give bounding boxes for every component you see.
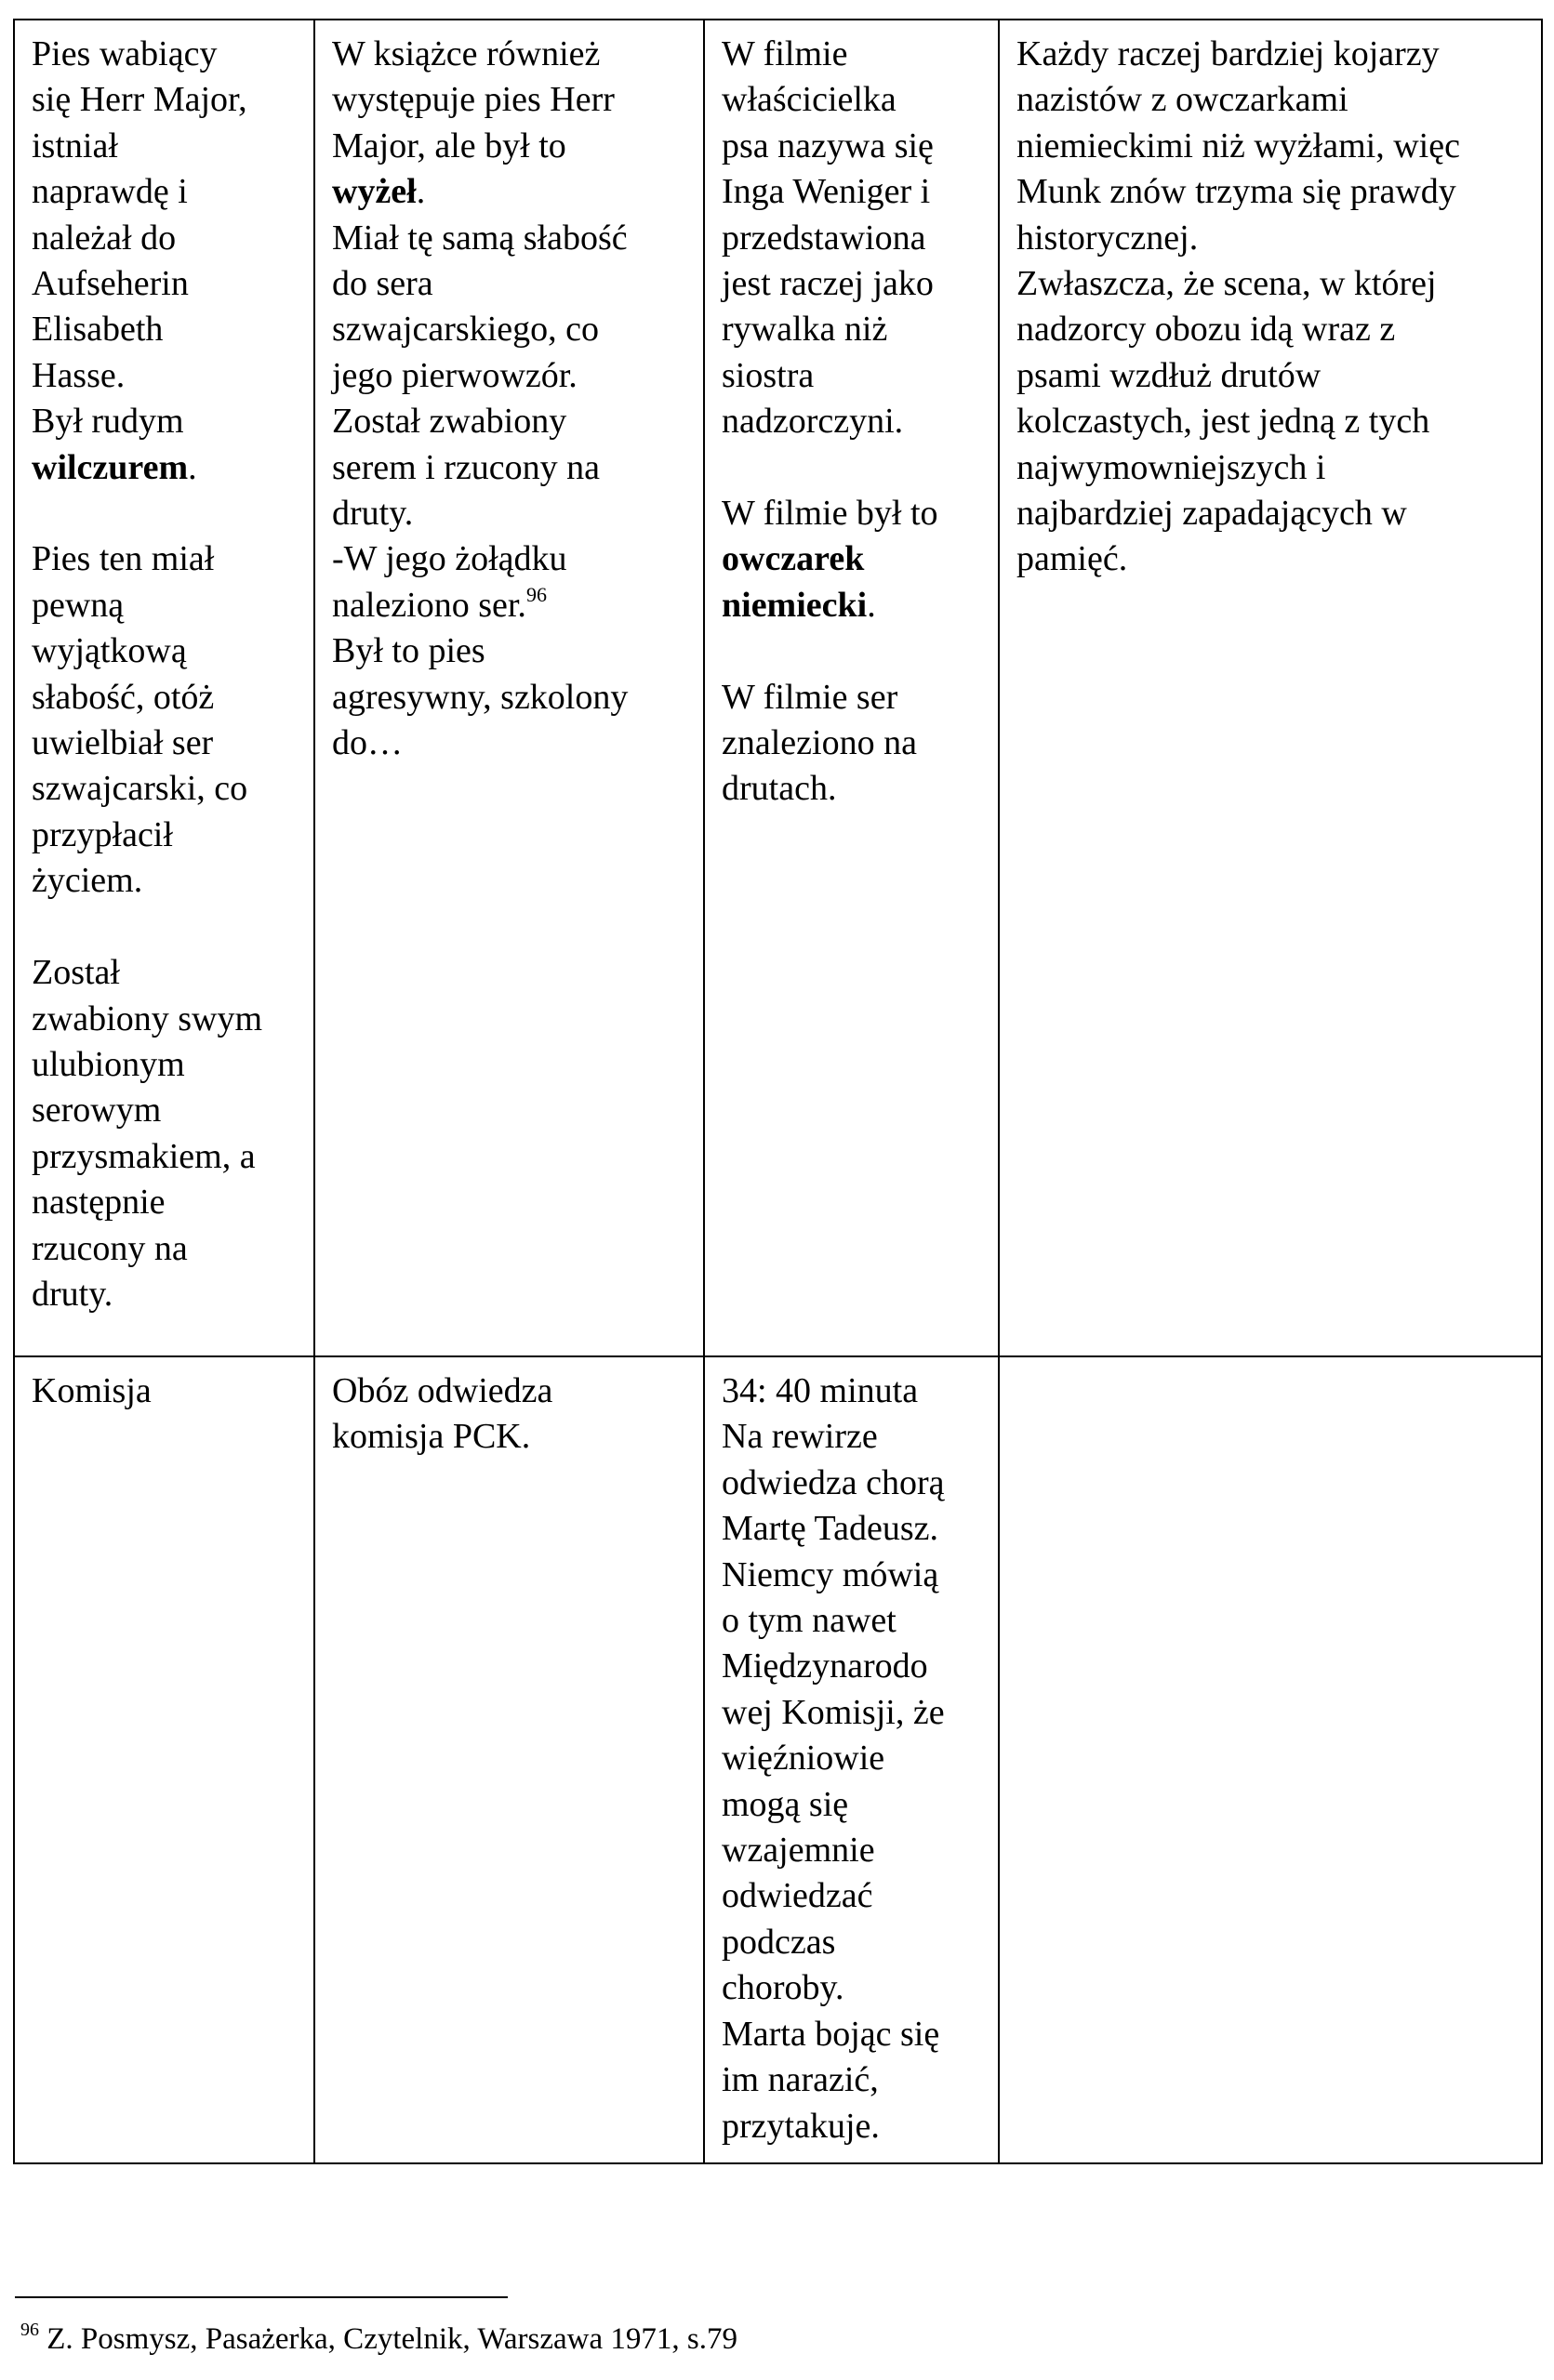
cell-commentary bbox=[999, 20, 1542, 1356]
text-line bbox=[1016, 491, 1532, 536]
text-line bbox=[1016, 124, 1532, 169]
line-text: kolczastych, jest jedną z tych bbox=[1016, 402, 1430, 442]
line-text: niemieckimi niż wyżłami, więc bbox=[1016, 126, 1460, 165]
text-line bbox=[722, 1506, 989, 1552]
line-text: Miał tę samą słabość bbox=[332, 218, 628, 258]
line-text: Każdy raczej bardziej kojarzy bbox=[1016, 34, 1440, 73]
paragraph-gap bbox=[32, 491, 304, 536]
text-line bbox=[32, 950, 304, 996]
line-text: Hasse. bbox=[32, 355, 126, 395]
line-text: -W jego żołądku bbox=[332, 539, 567, 579]
text-line bbox=[1016, 307, 1532, 352]
line-text: najwymowniejszych i bbox=[1016, 447, 1326, 487]
line-text: do… bbox=[332, 723, 403, 763]
text-line bbox=[32, 766, 304, 812]
line-text: W filmie był to bbox=[722, 494, 938, 534]
line-text: nalezionо ser. bbox=[332, 585, 526, 625]
line-text: Elisabeth bbox=[32, 310, 164, 350]
text-line bbox=[722, 1873, 989, 1919]
line-text: komisja PCK. bbox=[332, 1417, 531, 1457]
line-text: Inga Weniger i bbox=[722, 172, 931, 212]
line-text: mogą się bbox=[722, 1784, 849, 1824]
text-line bbox=[32, 1272, 304, 1317]
line-text: przysmakiem, a bbox=[32, 1136, 256, 1176]
line-text: zwabiony swym bbox=[32, 998, 263, 1038]
line-text: Zwłaszcza, że scena, w której bbox=[1016, 264, 1437, 304]
line-text: W filmie ser bbox=[722, 677, 898, 717]
line-text: jego pierwowzór. bbox=[332, 355, 578, 395]
line-text: Pies ten miał bbox=[32, 539, 215, 579]
text-line bbox=[722, 1461, 989, 1506]
text-line bbox=[32, 353, 304, 399]
text-line bbox=[722, 353, 989, 399]
cell-film bbox=[704, 20, 999, 1356]
line-text: rzucony na bbox=[32, 1228, 188, 1268]
text-line bbox=[722, 77, 989, 123]
line-text: najbardziej zapadających w bbox=[1016, 494, 1407, 534]
line-text: nazistów z owczarkami bbox=[1016, 80, 1348, 120]
footnote-number: 96 bbox=[20, 2320, 39, 2340]
text-line bbox=[32, 77, 304, 123]
line-text: . bbox=[416, 172, 426, 212]
text-line bbox=[32, 628, 304, 674]
line-text: pamięć. bbox=[1016, 539, 1128, 579]
text-line bbox=[32, 307, 304, 352]
text-line bbox=[332, 77, 694, 123]
bold-term: owczarek bbox=[722, 539, 865, 579]
paragraph-gap bbox=[722, 628, 989, 674]
line-text: Komisja bbox=[32, 1371, 152, 1410]
line-text: druty. bbox=[332, 494, 414, 534]
text-line bbox=[332, 491, 694, 536]
line-text: następnie bbox=[32, 1183, 166, 1223]
text-line bbox=[722, 261, 989, 307]
text-line bbox=[32, 997, 304, 1042]
paragraph-gap bbox=[32, 905, 304, 950]
line-text: druty. bbox=[32, 1274, 113, 1314]
line-text: Został zwabiony bbox=[332, 402, 567, 442]
line-text: nadzorcy obozu idą wraz z bbox=[1016, 310, 1396, 350]
text-line bbox=[32, 1368, 304, 1414]
footnote-separator bbox=[15, 2296, 508, 2298]
line-text: agresywny, szkolony bbox=[332, 677, 629, 717]
text-line bbox=[332, 1368, 694, 1414]
line-text: się Herr Major, bbox=[32, 80, 247, 120]
line-text: drutach. bbox=[722, 769, 837, 809]
text-line bbox=[32, 124, 304, 169]
line-text: Był rudym bbox=[32, 402, 184, 442]
text-line bbox=[722, 1368, 989, 1414]
text-line bbox=[332, 216, 694, 261]
text-line bbox=[1016, 216, 1532, 261]
line-text: należał do bbox=[32, 218, 177, 258]
footnote bbox=[20, 2320, 737, 2358]
text-line bbox=[722, 721, 989, 766]
text-line bbox=[722, 32, 989, 77]
line-text: W filmie bbox=[722, 34, 848, 73]
line-text: odwiedzać bbox=[722, 1876, 873, 1916]
line-text: do sera bbox=[332, 264, 433, 304]
text-line bbox=[32, 261, 304, 307]
text-line bbox=[722, 1598, 989, 1644]
line-text: 34: 40 minuta bbox=[722, 1371, 919, 1410]
line-text: o tym nawet bbox=[722, 1601, 897, 1641]
line-text: znaleziono na bbox=[722, 723, 917, 763]
line-text: Marta bojąc się bbox=[722, 2014, 940, 2054]
line-text: psa nazywa się bbox=[722, 126, 934, 165]
text-line bbox=[32, 858, 304, 904]
text-line bbox=[32, 1088, 304, 1133]
line-text: uwielbiał ser bbox=[32, 723, 214, 763]
line-text: Niemcy mówią bbox=[722, 1554, 939, 1594]
line-text: Został bbox=[32, 953, 120, 993]
text-line bbox=[332, 1414, 694, 1460]
text-line bbox=[722, 536, 989, 582]
text-line bbox=[32, 1042, 304, 1088]
comparison-table bbox=[13, 19, 1543, 2164]
text-line bbox=[722, 307, 989, 352]
text-line bbox=[32, 536, 304, 582]
text-line bbox=[1016, 445, 1532, 491]
cell-book bbox=[314, 20, 704, 1356]
text-line bbox=[32, 721, 304, 766]
line-text: W książce również bbox=[332, 34, 601, 73]
text-line bbox=[722, 2057, 989, 2103]
text-line bbox=[722, 1414, 989, 1460]
text-line bbox=[32, 216, 304, 261]
text-line bbox=[1016, 261, 1532, 307]
line-text: Pies wabiący bbox=[32, 34, 218, 73]
line-text: Munk znów trzyma się prawdy bbox=[1016, 172, 1456, 212]
text-line bbox=[32, 169, 304, 215]
cell-historical-fact bbox=[14, 1356, 314, 2163]
line-text: Na rewirze bbox=[722, 1417, 878, 1457]
cell-film bbox=[704, 1356, 999, 2163]
line-text: wej Komisji, że bbox=[722, 1692, 945, 1732]
line-text: . bbox=[188, 447, 197, 487]
line-text: przypłacił bbox=[32, 814, 173, 854]
line-text: podczas bbox=[722, 1922, 836, 1962]
cell-historical-fact bbox=[14, 20, 314, 1356]
line-text: psami wzdłuż drutów bbox=[1016, 355, 1322, 395]
bold-term: niemiecki bbox=[722, 585, 868, 625]
line-text: więźniowie bbox=[722, 1739, 885, 1778]
text-line bbox=[32, 445, 304, 491]
line-text: szwajcarski, co bbox=[32, 769, 248, 809]
bold-term: wilczurem bbox=[32, 447, 189, 487]
line-text: Martę Tadeusz. bbox=[722, 1509, 938, 1549]
text-line bbox=[1016, 77, 1532, 123]
line-text: serem i rzucony na bbox=[332, 447, 601, 487]
line-text: historycznej. bbox=[1016, 218, 1199, 258]
line-text: siostra bbox=[722, 355, 815, 395]
paragraph-gap bbox=[722, 445, 989, 491]
text-line bbox=[332, 399, 694, 444]
text-line bbox=[722, 1736, 989, 1781]
text-line bbox=[332, 169, 694, 215]
line-text: istniał bbox=[32, 126, 118, 165]
text-line bbox=[332, 32, 694, 77]
line-text: Obóz odwiedza bbox=[332, 1371, 553, 1410]
table-row-komisja bbox=[14, 1356, 1542, 2163]
line-text: . bbox=[867, 585, 876, 625]
text-line bbox=[32, 583, 304, 628]
text-line bbox=[722, 124, 989, 169]
text-line bbox=[332, 628, 694, 674]
text-line bbox=[722, 583, 989, 628]
line-text: rywalka niż bbox=[722, 310, 888, 350]
line-text: przytakuje. bbox=[722, 2106, 880, 2146]
text-line bbox=[332, 353, 694, 399]
line-text: ulubionym bbox=[32, 1044, 185, 1084]
line-text: nadzorczyni. bbox=[722, 402, 904, 442]
text-line bbox=[332, 675, 694, 721]
text-line bbox=[332, 445, 694, 491]
line-text: wyjątkową bbox=[32, 631, 187, 671]
line-text: Był to pies bbox=[332, 631, 485, 671]
text-line bbox=[32, 1134, 304, 1180]
text-line bbox=[32, 813, 304, 858]
cell-book bbox=[314, 1356, 704, 2163]
footnote-ref: 96 bbox=[525, 582, 547, 606]
text-line bbox=[722, 766, 989, 812]
text-line bbox=[332, 124, 694, 169]
line-text: odwiedza chorą bbox=[722, 1462, 945, 1502]
text-line bbox=[332, 721, 694, 766]
line-text: życiem. bbox=[32, 861, 143, 901]
text-line bbox=[722, 491, 989, 536]
text-line bbox=[1016, 536, 1532, 582]
line-text: słabość, otóż bbox=[32, 677, 215, 717]
text-line bbox=[332, 307, 694, 352]
text-line bbox=[722, 1690, 989, 1736]
text-line bbox=[722, 216, 989, 261]
line-text: choroby. bbox=[722, 1968, 844, 2008]
line-text: właścicielka bbox=[722, 80, 897, 120]
text-line bbox=[722, 2104, 989, 2149]
text-line bbox=[32, 1180, 304, 1225]
text-line bbox=[722, 1965, 989, 2011]
text-line bbox=[722, 1920, 989, 1965]
line-text: im narazić, bbox=[722, 2060, 879, 2100]
cell-commentary bbox=[999, 1356, 1542, 2163]
line-text: serowym bbox=[32, 1091, 162, 1130]
line-text: Major, ale był to bbox=[332, 126, 566, 165]
text-line bbox=[722, 1782, 989, 1828]
text-line bbox=[32, 675, 304, 721]
line-text: szwajcarskiego, co bbox=[332, 310, 599, 350]
text-line bbox=[1016, 169, 1532, 215]
line-text: naprawdę i bbox=[32, 172, 188, 212]
text-line bbox=[722, 399, 989, 444]
line-text: wzajemnie bbox=[722, 1831, 875, 1871]
text-line bbox=[332, 261, 694, 307]
text-line bbox=[1016, 32, 1532, 77]
footnote-text: Z. Posmysz, Pasażerka, Czytelnik, Warszawa 1971, s.79 bbox=[39, 2322, 737, 2356]
text-line bbox=[722, 1828, 989, 1873]
bold-term: wyżeł bbox=[332, 172, 417, 212]
text-line bbox=[1016, 353, 1532, 399]
line-text: pewną bbox=[32, 585, 125, 625]
line-text: Aufseherin bbox=[32, 264, 189, 304]
line-text: występuje pies Herr bbox=[332, 80, 615, 120]
text-line bbox=[722, 169, 989, 215]
line-text: przedstawiona bbox=[722, 218, 926, 258]
line-text: jest raczej jako bbox=[722, 264, 934, 304]
text-line bbox=[32, 32, 304, 77]
text-line bbox=[1016, 399, 1532, 444]
table-row-herr-major bbox=[14, 20, 1542, 1356]
text-line bbox=[332, 536, 694, 582]
text-line bbox=[332, 583, 694, 628]
text-line bbox=[722, 1644, 989, 1689]
text-line bbox=[32, 1226, 304, 1272]
line-text: Międzynarodo bbox=[722, 1646, 928, 1686]
text-line bbox=[722, 1553, 989, 1598]
text-line bbox=[722, 2012, 989, 2057]
text-line bbox=[32, 399, 304, 444]
text-line bbox=[722, 675, 989, 721]
